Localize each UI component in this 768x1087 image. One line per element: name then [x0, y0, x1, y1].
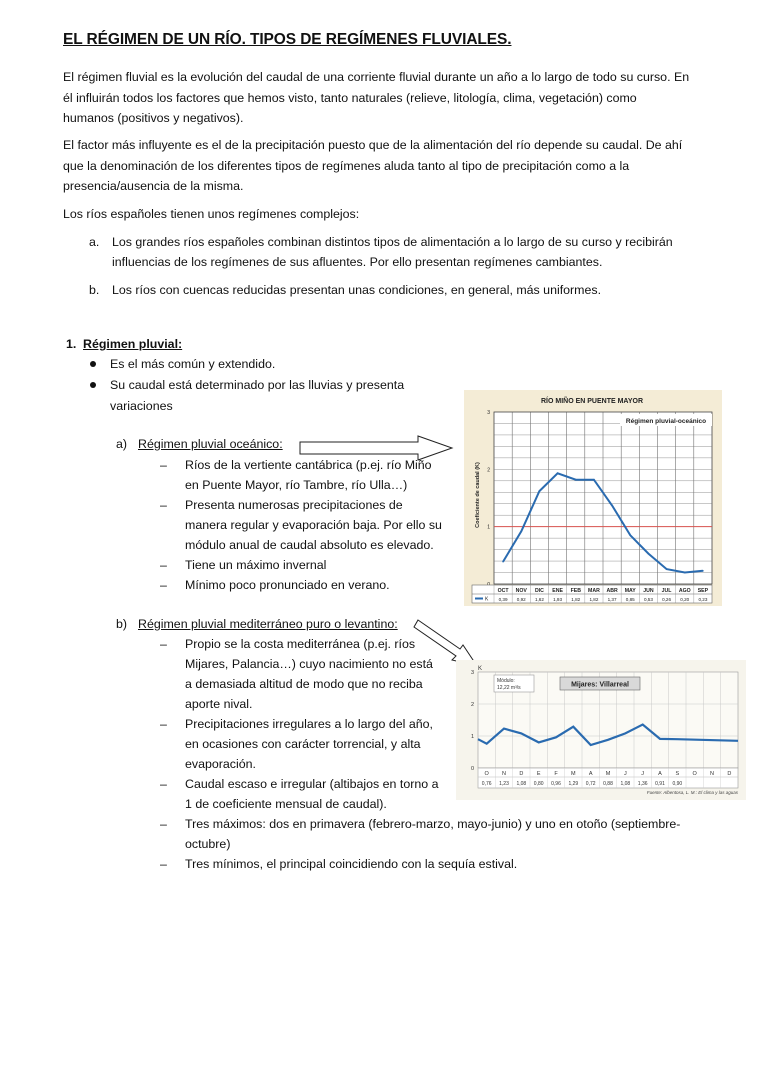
chart2-value-label: 0,91 — [655, 781, 665, 787]
sub-a-item3: Tiene un máximo invernal — [185, 558, 327, 572]
intro-p2-line2: que la denominación de los diferentes tipos de regímenes aluda tanto al tipo de precipitación como a la — [63, 159, 630, 173]
sub-b-item1-line1: Propio se la costa mediterránea (p.ej. ríos — [185, 637, 416, 651]
chart1-point — [666, 568, 668, 570]
chart2-data-table — [478, 768, 738, 788]
chart1-point — [539, 490, 541, 492]
bullet2-line1: Su caudal está determinado por las lluvias y presenta — [110, 378, 405, 392]
sub-b-item1-line2: Mijares, Palancia…) cuyo nacimiento no está — [185, 657, 433, 671]
sub-a-item2-line1: Presenta numerosas precipitaciones de — [185, 498, 403, 512]
chart1-title: RÍO MIÑO EN PUENTE MAYOR — [540, 398, 644, 405]
chart1-point — [520, 530, 522, 532]
list-a-line1: Los grandes ríos españoles combinan distintos tipos de alimentación a lo largo de su curso y recibirán — [112, 235, 673, 249]
chart2-value-label: 1,36 — [637, 781, 648, 787]
chart2-category-label: F — [554, 771, 558, 777]
chart1-point — [502, 561, 504, 563]
chart1-ylabel: Coeficiente de caudal (K) — [475, 462, 481, 528]
sub-b-item3-line2: 1 de coeficiente mensual de caudal). — [185, 797, 387, 811]
chart2-category-label: D — [727, 771, 732, 777]
chart1-value-label: 1,82 — [571, 597, 581, 602]
intro-p1-line2: él influirán todos los factores que hemos visto, tanto naturales (relieve, litología, clima, vegetación) como — [63, 91, 637, 105]
chart2-value-label: 0,80 — [533, 781, 544, 787]
sub-a-item4: Mínimo poco pronunciado en verano. — [185, 578, 390, 592]
section1-number: 1. — [66, 337, 77, 351]
sub-a-heading: Régimen pluvial oceánico: — [138, 437, 283, 451]
chart1-category-label: OCT — [497, 588, 509, 594]
chart2-ytick-label: 1 — [470, 734, 474, 740]
dash: ‒ — [160, 558, 167, 572]
sub-b-marker: b) — [116, 617, 128, 631]
chart2-y-axis-label: K — [478, 666, 483, 672]
chart1-value-label: 0,92 — [516, 597, 526, 602]
chart2-ytick-label: 0 — [470, 766, 474, 772]
dash: ‒ — [160, 857, 167, 871]
chart1-grid — [494, 412, 712, 584]
dash: ‒ — [160, 817, 167, 831]
chart1-point — [629, 534, 631, 536]
dash: ‒ — [160, 637, 167, 651]
sub-b-item2-line1: Precipitaciones irregulares a lo largo del año, — [185, 717, 433, 731]
chart-mijares — [456, 660, 746, 800]
page-title: EL RÉGIMEN DE UN RÍO. TIPOS DE REGÍMENES FLUVIALES. — [63, 31, 512, 48]
chart-rio-mino — [464, 390, 722, 606]
chart1-category-label: MAR — [588, 588, 600, 594]
chart1-value-label: 0,23 — [698, 597, 708, 602]
chart1-category-label: NOV — [515, 588, 527, 594]
chart1-value-label: 0,26 — [662, 597, 672, 602]
chart2-title: Mijares: Villarreal — [571, 681, 629, 689]
chart2-category-label: M — [571, 771, 576, 777]
intro-p3: Los ríos españoles tienen unos regímenes complejos: — [63, 207, 360, 221]
intro-p2-line1: El factor más influyente es el de la precipitación puesto que de la alimentación del río depende su caudal. De ahí — [63, 138, 683, 152]
chart2-source: Fuente: Albentosa, L. M.: El clima y las aguas — [646, 790, 738, 795]
chart2-module-label: Módulo: — [497, 678, 515, 684]
chart2-value-label: 1,29 — [568, 781, 579, 787]
chart2-value-label: 0,96 — [551, 781, 561, 787]
arrow-to-chart1 — [300, 436, 452, 460]
chart1-category-label: ABR — [606, 588, 618, 594]
chart2-category-label: S — [675, 771, 680, 777]
chart1-value-label: 1,93 — [553, 597, 563, 602]
chart1-ytick-label: 1 — [487, 524, 490, 531]
list-a-marker: a. — [89, 235, 100, 249]
chart2-value-label: 1,08 — [620, 781, 631, 787]
dash: ‒ — [160, 458, 167, 472]
sub-a-item2-line2: manera regular y evaporación baja. Por ello su — [185, 518, 442, 532]
chart2-value-label: 0,90 — [672, 781, 683, 787]
sub-a-marker: a) — [116, 437, 128, 451]
sub-b-item3-line1: Caudal escaso e irregular (altibajos en torno a — [185, 777, 439, 791]
chart1-point — [684, 572, 686, 574]
sub-b-heading: Régimen pluvial mediterráneo puro o levantino: — [138, 617, 398, 631]
sub-b-item4-line1: Tres máximos: dos en primavera (febrero-marzo, mayo-junio) y uno en otoño (septiembre- — [185, 817, 681, 831]
chart2-category-label: O — [484, 771, 489, 777]
chart1-point — [702, 570, 704, 572]
chart1-category-label: JUL — [661, 588, 672, 594]
chart1-category-label: DIC — [534, 588, 544, 594]
dash: ‒ — [160, 717, 167, 731]
chart1-point — [557, 473, 559, 475]
chart2-value-label: 0,76 — [481, 781, 492, 787]
list-b-marker: b. — [89, 283, 100, 297]
sub-a-item1-line1: Ríos de la vertiente cantábrica (p.ej. río Miño — [185, 458, 432, 472]
chart1-category-label: SEP — [697, 588, 709, 594]
chart2-value-label: 0,88 — [603, 781, 613, 787]
chart2-value-label: 0,72 — [585, 781, 596, 787]
bullet1-text: Es el más común y extendido. — [110, 357, 276, 371]
chart1-value-label: 0,20 — [680, 597, 690, 602]
dash: ‒ — [160, 578, 167, 592]
chart1-ytick-label: 2 — [487, 467, 490, 474]
chart1-table-series-name: K — [485, 596, 489, 603]
intro-p1-line1: El régimen fluvial es la evolución del caudal de una corriente fluvial durante un año a lo largo de todo su curso. En — [63, 70, 690, 84]
dash: ‒ — [160, 498, 167, 512]
intro-p2-line3: presencia/ausencia de la misma. — [63, 179, 244, 193]
chart1-value-label: 1,37 — [607, 597, 617, 602]
chart2-ytick-label: 2 — [470, 702, 474, 708]
chart2-category-label: A — [588, 771, 593, 777]
chart2-category-label: J — [623, 771, 627, 777]
list-b-line: Los ríos con cuencas reducidas presentan unas condiciones, en general, más uniformes. — [112, 283, 602, 297]
list-a-line2: influencias de los regímenes de sus afluentes. Por ello presentan regímenes cambiantes. — [112, 255, 603, 269]
chart2-category-label: J — [641, 771, 645, 777]
chart2-category-label: A — [658, 771, 662, 777]
sub-b-item2-line3: evaporación. — [185, 757, 256, 771]
chart1-data-table — [472, 585, 712, 603]
chart1-category-label: ENE — [552, 588, 563, 594]
chart1-point — [648, 553, 650, 555]
chart2-category-label: D — [519, 771, 524, 777]
chart2-category-label: N — [710, 771, 714, 777]
chart1-value-label: 1,82 — [589, 597, 599, 602]
chart1-category-label: FEB — [570, 588, 581, 594]
intro-p1-line3: humanos (positivos y negativos). — [63, 111, 244, 125]
section1-heading: Régimen pluvial: — [83, 337, 183, 351]
chart1-category-label: JUN — [643, 588, 654, 594]
chart2-ytick-label: 3 — [470, 670, 474, 676]
chart1-category-label: AGO — [678, 588, 691, 594]
sub-a-item1-line2: en Puente Mayor, río Tambre, río Ulla…) — [185, 478, 408, 492]
chart2-category-label: E — [536, 771, 541, 777]
chart2-value-label: 1,23 — [499, 781, 509, 787]
chart2-category-label: N — [502, 771, 506, 777]
chart1-value-label: 1,62 — [534, 597, 544, 602]
chart1-point — [575, 479, 577, 481]
sub-a-item2-line3: módulo anual de caudal absoluto es elevado. — [185, 538, 434, 552]
chart1-point — [611, 505, 613, 507]
bullet2-line2: variaciones — [110, 399, 173, 413]
chart1-legend: Régimen pluvial-oceánico — [625, 418, 707, 425]
chart1-value-label: 0,85 — [625, 597, 635, 602]
sub-b-item5: Tres mínimos, el principal coincidiendo con la sequía estival. — [185, 857, 518, 871]
sub-b-item1-line3: a demasiada altitud de modo que no reciba — [185, 677, 423, 691]
chart1-value-label: 0,53 — [643, 597, 653, 602]
sub-b-item1-line4: aporte nival. — [185, 697, 253, 711]
chart1-point — [593, 479, 595, 481]
chart1-value-label: 0,39 — [498, 597, 508, 602]
sub-b-item4-line2: octubre) — [185, 837, 231, 851]
chart1-category-label: MAY — [624, 588, 636, 594]
chart2-module-value: 12,22 m³/s — [497, 685, 521, 691]
chart1-ytick-label: 3 — [487, 410, 490, 416]
chart2-category-label: M — [605, 771, 611, 777]
chart2-category-label: O — [692, 771, 697, 777]
chart2-value-label: 1,08 — [516, 781, 527, 787]
sub-b-item2-line2: en ocasiones con carácter torrencial, y alta — [185, 737, 421, 751]
dash: ‒ — [160, 777, 167, 791]
